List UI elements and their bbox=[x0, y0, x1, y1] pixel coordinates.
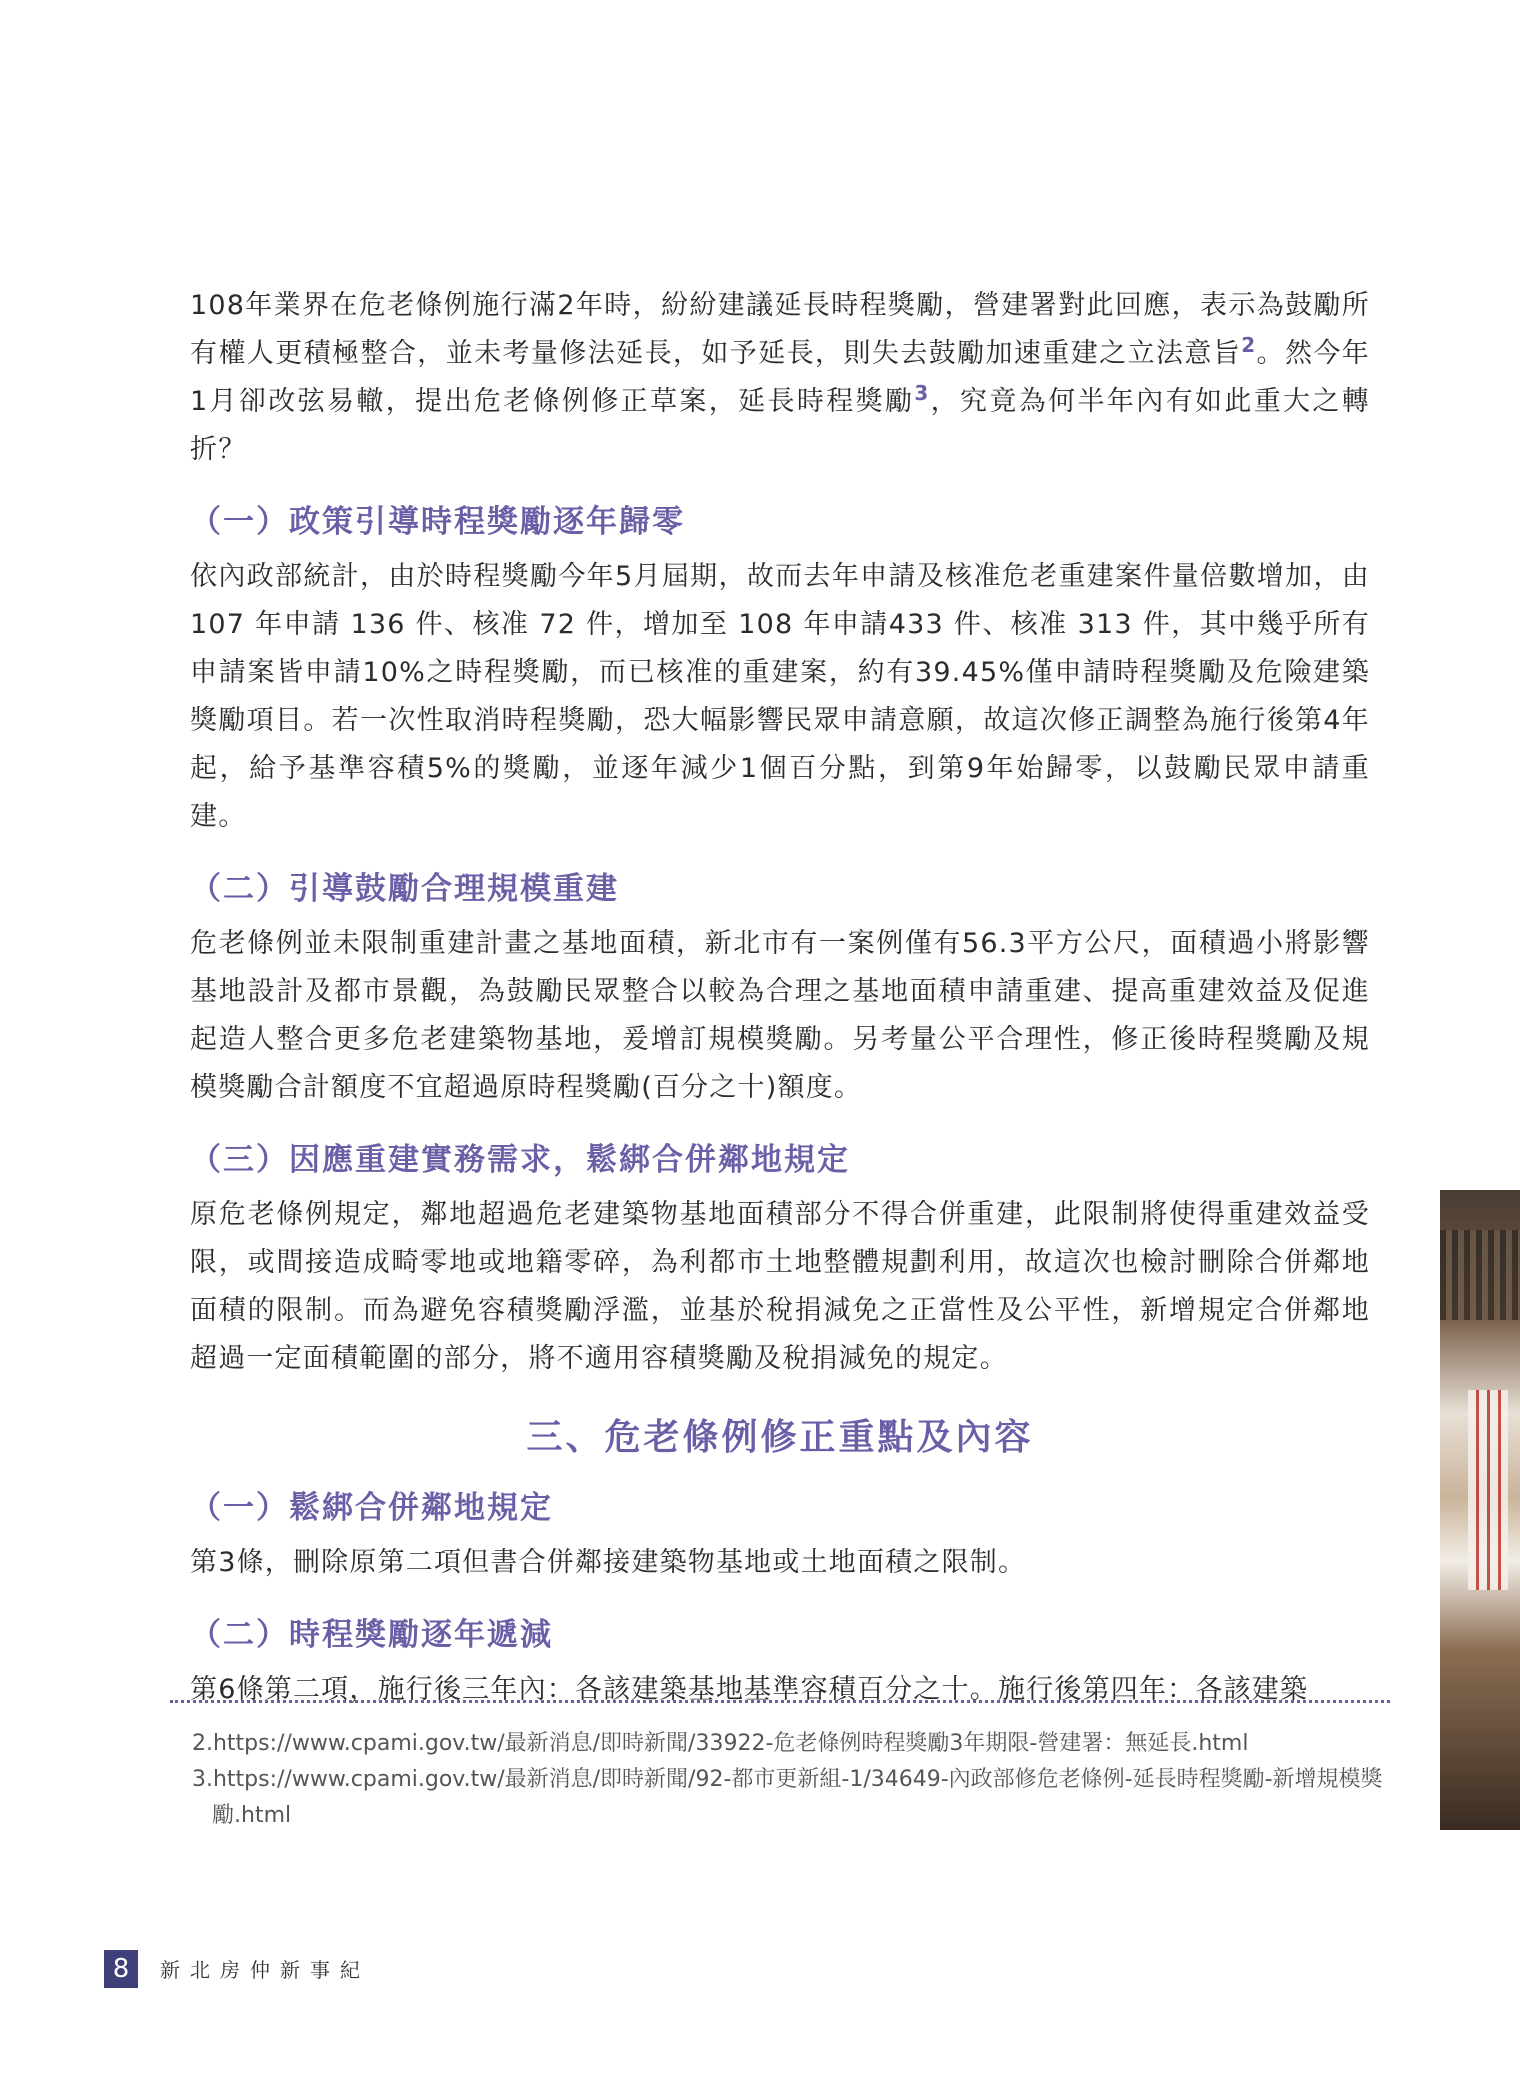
subheading-adjacent-land: （三）因應重建實務需求，鬆綁合併鄰地規定 bbox=[190, 1142, 850, 1178]
page-number: 8 bbox=[104, 1950, 138, 1988]
footnote-ref-3[interactable]: 3 bbox=[914, 381, 930, 405]
scale-rebuild-paragraph: 危老條例並未限制重建計畫之基地面積，新北市有一案例僅有56.3平方公尺，面積過小將影響基地設計及都市景觀，為鼓勵民眾整合以較為合理之基地面積申請重建、提高重建效益及促進起造人整合更多危老建築物基地，爰增訂規模獎勵。另考量公平合理性，修正後時程獎勵及規模獎勵合計額度不宜超過原時程獎勵(百分之十)額度。 bbox=[190, 928, 1370, 1103]
photo-shelf bbox=[1440, 1230, 1520, 1320]
footnote-3[interactable]: 3.https://www.cpami.gov.tw/最新消息/即時新聞/92-都市更新組-1/34649-內政部修危老條例-延長時程獎勵-新增規模獎勵.html bbox=[192, 1767, 1383, 1828]
footnote-2[interactable]: 2.https://www.cpami.gov.tw/最新消息/即時新聞/33922-危老條例時程獎勵3年期限-營建署：無延長.html bbox=[192, 1731, 1249, 1756]
publication-title: 新北房仲新事紀 bbox=[160, 1958, 370, 1982]
footnote-divider bbox=[170, 1700, 1390, 1703]
intro-text: 108年業界在危老條例施行滿2年時，紛紛建議延長時程獎勵，營建署對此回應，表示為鼓勵所有權人更積極整合，並未考量修法延長，如予延長，則失去鼓勵加速重建之立法意旨 bbox=[190, 290, 1370, 369]
amend-adjacent-paragraph: 第3條，刪除原第二項但書合併鄰接建築物基地或土地面積之限制。 bbox=[190, 1547, 1027, 1578]
intro-text-3: ，究竟為何半年內有如此重大之轉折？ bbox=[190, 386, 1370, 465]
section-title: 三、危老條例修正重點及內容 bbox=[526, 1417, 1034, 1458]
intro-paragraph bbox=[190, 282, 1370, 474]
photo-towel bbox=[1468, 1390, 1508, 1590]
footnote-ref-2[interactable]: 2 bbox=[1241, 333, 1257, 357]
subheading-amend-adjacent: （一）鬆綁合併鄰地規定 bbox=[190, 1490, 553, 1526]
footnotes bbox=[192, 1726, 1392, 1834]
amend-time-paragraph: 第6條第二項，施行後三年內：各該建築基地基準容積百分之十。施行後第四年：各該建築 bbox=[190, 1674, 1309, 1705]
article-body bbox=[190, 282, 1370, 1714]
subheading-amend-time: （二）時程獎勵逐年遞減 bbox=[190, 1617, 553, 1653]
subheading-policy-guidance: （一）政策引導時程獎勵逐年歸零 bbox=[190, 504, 685, 540]
decorative-photo bbox=[1440, 1190, 1520, 1830]
adjacent-land-paragraph: 原危老條例規定，鄰地超過危老建築物基地面積部分不得合併重建，此限制將使得重建效益受限，或間接造成畸零地或地籍零碎，為利都市土地整體規劃利用，故這次也檢討刪除合併鄰地面積的限制。而為避免容積獎勵浮濫，並基於稅捐減免之正當性及公平性，新增規定合併鄰地超過一定面積範圍的部分，將不適用容積獎勵及稅捐減免的規定。 bbox=[190, 1199, 1370, 1374]
intro-text-2: 。然今年1月卻改弦易轍，提出危老條例修正草案，延長時程獎勵 bbox=[190, 338, 1370, 417]
policy-guidance-paragraph: 依內政部統計，由於時程獎勵今年5月屆期，故而去年申請及核准危老重建案件量倍數增加，由 107 年申請 136 件、核准 72 件，增加至 108 年申請433 件、核准 313 件，其中幾乎所有申請案皆申請10%之時程獎勵，而已核准的重建案，約有39.45%僅申請時程獎勵及危險建築獎勵項目。若一次性取消時程獎勵，恐大幅影響民眾申請意願，故這次修正調整為施行後第4年起，給予基準容積5%的獎勵，並逐年減少1個百分點，到第9年始歸零，以鼓勵民眾申請重建。 bbox=[190, 561, 1370, 832]
subheading-scale-rebuild: （二）引導鼓勵合理規模重建 bbox=[190, 871, 619, 907]
